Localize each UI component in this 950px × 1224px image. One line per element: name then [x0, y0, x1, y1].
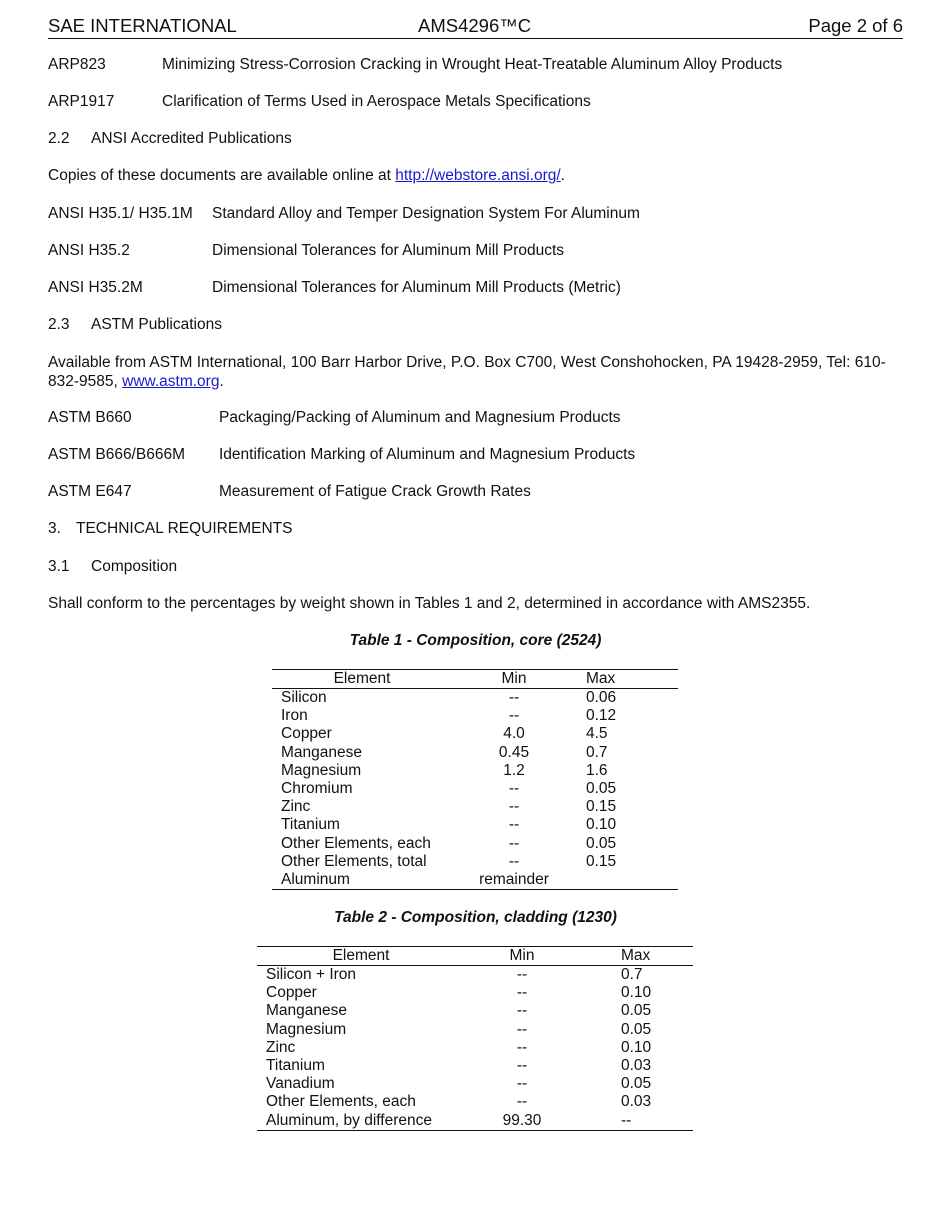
cell-element: Aluminum — [281, 870, 350, 888]
reference-title: Standard Alloy and Temper Designation System For Aluminum — [212, 205, 640, 222]
table-row — [257, 1112, 693, 1131]
cell-min: -- — [508, 798, 520, 816]
reference-code: ARP823 — [48, 56, 106, 73]
composition-text: Shall conform to the percentages by weight shown in Tables 1 and 2, determined in accordance with AMS2355. — [48, 595, 811, 612]
cell-max: 0.15 — [586, 852, 617, 870]
cell-element: Chromium — [281, 780, 353, 798]
section-title: ANSI Accredited Publications — [91, 130, 292, 147]
table-2-caption: Table 2 - Composition, cladding (1230) — [334, 909, 617, 926]
cell-min: -- — [516, 1057, 528, 1075]
astm-intro — [48, 353, 906, 391]
cell-element: Vanadium — [266, 1075, 335, 1093]
reference-code: ANSI H35.1/ H35.1M — [48, 205, 193, 222]
cell-max: 0.03 — [621, 1057, 652, 1075]
table-row — [272, 762, 678, 780]
cell-max: 0.05 — [621, 1075, 652, 1093]
column-header-min: Min — [465, 947, 579, 966]
table-row — [272, 744, 678, 762]
column-header-element: Element — [257, 947, 465, 966]
table-row — [272, 853, 678, 871]
table-row — [272, 798, 678, 816]
cell-element: Other Elements, each — [281, 834, 431, 852]
header-page-number: Page 2 of 6 — [808, 15, 903, 36]
section-number: 3. — [48, 520, 61, 537]
table-1-composition-core — [272, 669, 678, 890]
cell-min: -- — [508, 816, 520, 834]
cell-min: 4.0 — [503, 725, 525, 743]
cell-element: Zinc — [281, 798, 311, 816]
reference-title: Dimensional Tolerances for Aluminum Mill Products — [212, 242, 565, 259]
cell-max: 0.10 — [586, 816, 617, 834]
section-title: TECHNICAL REQUIREMENTS — [76, 520, 293, 537]
reference-code: ASTM B660 — [48, 409, 132, 426]
cell-element: Silicon — [281, 689, 327, 707]
table-1-caption: Table 1 - Composition, core (2524) — [349, 632, 602, 649]
cell-min: remainder — [479, 870, 549, 888]
cell-element: Magnesium — [266, 1020, 347, 1038]
cell-min: -- — [508, 689, 520, 707]
cell-min: -- — [516, 1038, 528, 1056]
cell-max: 0.7 — [621, 966, 643, 984]
cell-max: 0.05 — [621, 1002, 652, 1020]
cell-max: 0.15 — [586, 798, 617, 816]
cell-max: 0.05 — [586, 780, 617, 798]
cell-max: 0.10 — [621, 984, 652, 1002]
cell-element: Copper — [281, 725, 332, 743]
section-heading-2-3 — [48, 316, 222, 334]
table-row — [257, 1021, 693, 1039]
table-row — [257, 1002, 693, 1020]
column-header-min: Min — [452, 670, 576, 689]
section-number: 2.2 — [48, 130, 70, 147]
table-row — [272, 725, 678, 743]
column-header-max: Max — [576, 670, 678, 689]
table-row — [257, 1075, 693, 1093]
intro-text: Copies of these documents are available online at — [48, 167, 396, 184]
cell-min: -- — [516, 1002, 528, 1020]
cell-min: -- — [516, 984, 528, 1002]
ansi-webstore-link[interactable]: http://webstore.ansi.org/ — [395, 167, 561, 184]
reference-code: ANSI H35.2 — [48, 242, 130, 259]
cell-element: Manganese — [266, 1002, 348, 1020]
cell-element: Copper — [266, 984, 317, 1002]
table-row — [272, 835, 678, 853]
cell-max: 0.10 — [621, 1038, 652, 1056]
astm-website-link[interactable]: www.astm.org — [122, 373, 220, 390]
table-header-row — [272, 670, 678, 689]
section-title: ASTM Publications — [91, 316, 222, 333]
cell-element: Magnesium — [281, 761, 362, 779]
header-org: SAE INTERNATIONAL — [48, 15, 237, 36]
reference-title: Identification Marking of Aluminum and Magnesium Products — [219, 446, 636, 463]
intro-line — [48, 372, 906, 391]
cell-element: Silicon + Iron — [266, 966, 357, 984]
table-row — [257, 1093, 693, 1111]
column-header-element: Element — [272, 670, 452, 689]
cell-min: -- — [516, 1093, 528, 1111]
cell-min: -- — [508, 834, 520, 852]
table-row — [272, 816, 678, 834]
cell-max: 0.12 — [586, 707, 617, 725]
cell-max: 0.7 — [586, 743, 608, 761]
table-2-composition-cladding — [257, 946, 693, 1131]
cell-element: Zinc — [266, 1038, 296, 1056]
intro-text: 832-9585, — [48, 373, 123, 390]
cell-max: 1.6 — [586, 761, 608, 779]
cell-max: 0.05 — [586, 834, 617, 852]
cell-min: 1.2 — [503, 761, 525, 779]
cell-element: Titanium — [281, 816, 340, 834]
reference-title: Packaging/Packing of Aluminum and Magnesium Products — [219, 409, 621, 426]
cell-min: -- — [508, 707, 520, 725]
cell-max: 0.03 — [621, 1093, 652, 1111]
reference-title: Dimensional Tolerances for Aluminum Mill Products (Metric) — [212, 279, 621, 296]
cell-min: -- — [516, 966, 528, 984]
reference-title: Minimizing Stress-Corrosion Cracking in Wrought Heat-Treatable Aluminum Alloy Products — [162, 56, 783, 73]
intro-line: Available from ASTM International, 100 Barr Harbor Drive, P.O. Box C700, West Conshohocken, PA 19428-2959, Tel: 610- — [48, 354, 886, 371]
cell-min: -- — [516, 1020, 528, 1038]
table-row — [272, 780, 678, 798]
cell-min: 99.30 — [502, 1111, 542, 1129]
cell-element: Other Elements, each — [266, 1093, 416, 1111]
header-doc-id: AMS4296™C — [418, 15, 532, 36]
section-heading-3 — [48, 520, 293, 538]
table-row — [257, 1039, 693, 1057]
page-header — [48, 14, 903, 39]
column-header-max: Max — [579, 947, 693, 966]
table-header-row — [257, 947, 693, 966]
cell-max: 4.5 — [586, 725, 608, 743]
reference-title: Clarification of Terms Used in Aerospace Metals Specifications — [162, 93, 591, 110]
section-title: Composition — [91, 558, 178, 575]
cell-max — [576, 871, 678, 890]
table-row — [257, 966, 693, 985]
ansi-intro — [48, 167, 565, 185]
reference-code: ASTM E647 — [48, 483, 132, 500]
cell-min: 0.45 — [498, 743, 530, 761]
table-row — [257, 1057, 693, 1075]
section-heading-2-2 — [48, 130, 292, 148]
reference-code: ANSI H35.2M — [48, 279, 143, 296]
reference-code: ASTM B666/B666M — [48, 446, 185, 463]
cell-min: -- — [516, 1075, 528, 1093]
reference-code: ARP1917 — [48, 93, 115, 110]
cell-element: Manganese — [281, 743, 363, 761]
table-row — [272, 871, 678, 890]
cell-max: 0.05 — [621, 1020, 652, 1038]
reference-title: Measurement of Fatigue Crack Growth Rates — [219, 483, 531, 500]
intro-suffix: . — [219, 373, 224, 390]
section-heading-3-1 — [48, 558, 178, 576]
cell-element: Iron — [281, 707, 308, 725]
cell-max: 0.06 — [586, 689, 617, 707]
table-row — [272, 689, 678, 708]
cell-element: Titanium — [266, 1057, 325, 1075]
cell-min: -- — [508, 852, 520, 870]
cell-element: Aluminum, by difference — [266, 1111, 432, 1129]
cell-max: -- — [621, 1111, 632, 1129]
table-row — [272, 707, 678, 725]
section-number: 3.1 — [48, 558, 70, 575]
intro-suffix: . — [560, 167, 565, 184]
section-number: 2.3 — [48, 316, 70, 333]
cell-element: Other Elements, total — [281, 852, 427, 870]
table-row — [257, 984, 693, 1002]
cell-min: -- — [508, 780, 520, 798]
